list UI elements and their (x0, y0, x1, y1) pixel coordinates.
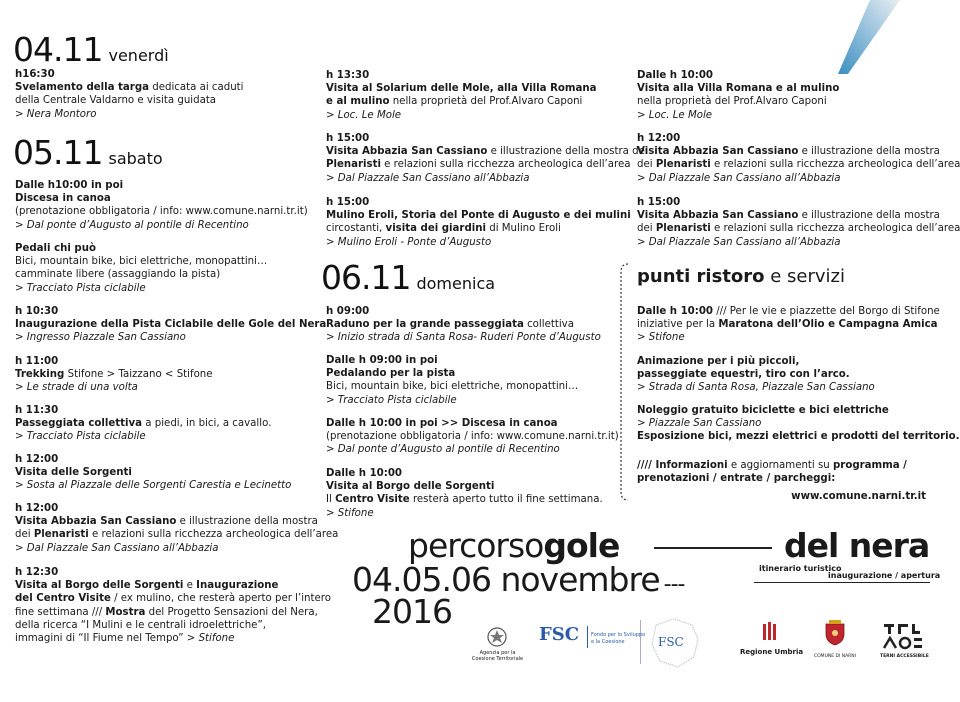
event-text: e illustrazione della mostra (176, 516, 318, 528)
event-title: Svelamento della targa (15, 82, 149, 94)
event-location: > Dal Piazzale San Cassiano all’Abbazia (637, 172, 841, 184)
event-location: > Dal Piazzale San Cassiano all’Abbazia (637, 236, 841, 248)
event-item (326, 305, 601, 345)
title-inaugurazione: inaugurazione / apertura (828, 571, 941, 580)
event-text-bold: Plenaristi (326, 159, 381, 171)
event-time: h 09:00 (326, 306, 370, 317)
event-location: > Loc. Le Mole (637, 109, 713, 121)
event-text: Il (326, 494, 336, 506)
event-title: Pedali chi può (15, 243, 96, 254)
event-title: Inaugurazione (196, 580, 279, 592)
event-location: > Loc. Le Mole (326, 109, 402, 121)
logo-fsc-text: FSC (539, 624, 580, 645)
event-text: (prenotazione obbligatoria / info: www.comune.narni.tr.it) (326, 431, 619, 443)
event-time: Dalle h 10:00 in poi >> Discesa in canoa (326, 418, 558, 429)
logo-umbria-text: Regione Umbria (740, 648, 804, 656)
event-item (15, 453, 291, 493)
event-location: > Dal ponte d’Augusto al pontile di Recentino (15, 219, 249, 231)
event-text: nella proprietà del Prof.Alvaro Caponi (389, 96, 583, 108)
day-header-2 (13, 133, 163, 172)
event-location: > Stifone (637, 332, 685, 344)
event-text: e illustrazione della mostra (798, 146, 940, 158)
event-title: Visita Abbazia San Cassiano (326, 146, 488, 158)
event-time: Dalle h10:00 in poi (15, 180, 124, 191)
logo-fsc-bar (587, 626, 588, 648)
event-location: > Dal Piazzale San Cassiano all’Abbazia (15, 542, 219, 554)
event-item (326, 196, 631, 249)
logo-regione-umbria (740, 620, 804, 664)
event-item (326, 467, 603, 520)
event-time: Dalle h 09:00 in poi (326, 355, 438, 366)
event-time: Dalle h 10:00 (326, 468, 402, 479)
event-location: > Nera Montoro (15, 108, 97, 120)
event-text: collettiva (523, 319, 574, 331)
day-name: sabato (108, 149, 163, 168)
event-title: Visita al Borgo delle Sorgenti (15, 580, 184, 592)
event-text: camminate libere (assaggiando la pista) (15, 269, 221, 281)
event-location: > Tracciato Pista ciclabile (326, 394, 457, 406)
event-text: Stifone > Taizzano < Stifone (64, 369, 213, 381)
logo-agenzia (470, 626, 525, 670)
event-item (637, 69, 839, 122)
event-location: > Ingresso Piazzale San Cassiano (15, 332, 186, 344)
event-time: h 15:00 (326, 197, 370, 208)
event-text: Bici, mountain bike, bici elettriche, monopattini… (15, 256, 268, 268)
event-text: (prenotazione obbligatoria / info: www.comune.narni.tr.it) (15, 206, 308, 218)
event-text: dei (637, 223, 656, 235)
event-item (15, 179, 308, 232)
event-item (326, 132, 648, 185)
event-time: h 12:30 (15, 567, 59, 578)
event-item (15, 242, 267, 295)
event-time: h16:30 (15, 69, 55, 80)
event-title: Visita alla Villa Romana e al mulino (637, 83, 840, 95)
title-percorso: percorso (408, 526, 544, 565)
bracket-divider (618, 262, 630, 502)
event-text: e relazioni sulla ricchezza archeologica dell’area (710, 159, 960, 171)
event-item (15, 355, 213, 395)
day-number: 06.11 (321, 258, 411, 297)
title-year: 2016 (372, 592, 452, 631)
event-item (637, 196, 960, 249)
emblem-icon (487, 626, 507, 648)
logo-fsc (535, 620, 646, 664)
title-gole: gole (543, 526, 620, 565)
heading-bold: punti ristoro (637, 266, 765, 287)
event-item (15, 502, 338, 555)
day-number: 04.11 (13, 30, 103, 69)
logo-terni-text: TERNI ACCESSIBILE (880, 654, 929, 659)
event-title: Trekking (15, 369, 65, 381)
event-text-bold: Maratona dell’Olio e Campagna Amica (718, 319, 938, 331)
title-dates: 04.05.06 novembre (352, 560, 660, 599)
event-text-bold: Informazioni (655, 460, 728, 471)
heading-text: e servizi (764, 266, 846, 287)
logo-agenzia-text: Agenzia per la Coesione Territoriale (471, 650, 524, 662)
event-text: e relazioni sulla ricchezza archeologica dell’area (710, 223, 960, 235)
service-item (637, 404, 959, 444)
logo-umbria-map (648, 617, 704, 669)
event-text-bold: Mostra (105, 606, 146, 618)
title-rule (654, 547, 772, 549)
event-title: Raduno per la grande passeggiata (326, 319, 524, 331)
event-item (15, 566, 331, 645)
decorative-stripe (830, 0, 900, 80)
event-text: della Centrale Valdarno e visita guidata (15, 95, 217, 107)
event-location: > Tracciato Pista ciclabile (15, 431, 146, 443)
info-block (637, 459, 926, 504)
event-location: > Tracciato Pista ciclabile (15, 282, 146, 294)
event-text-bold: programma / (833, 460, 907, 471)
logo-fsc-sub: e la Coesione (591, 639, 625, 645)
event-text: circostanti, (326, 223, 386, 235)
event-text: di Mulino Eroli (485, 223, 561, 235)
event-item (15, 404, 271, 444)
event-text: / ex mulino, che resterà aperto per l’intero (110, 593, 331, 605)
event-time: h 10:30 (15, 306, 59, 317)
event-location: > Strada di Santa Rosa, Piazzale San Cassiano (637, 382, 875, 394)
day-header-1 (13, 30, 169, 69)
event-title: Visita Abbazia San Cassiano (637, 146, 799, 158)
event-location: > Dal Piazzale San Cassiano all’Abbazia (326, 172, 530, 184)
event-time: h 12:00 (15, 454, 59, 465)
event-time: h 12:00 (637, 133, 681, 144)
title-dashes: --- (663, 572, 685, 597)
event-location: > Dal ponte d’Augusto al pontile di Recentino (326, 444, 560, 456)
event-text: nella proprietà del Prof.Alvaro Caponi (637, 96, 827, 108)
day-name: domenica (416, 274, 496, 293)
event-location: > Le strade di una volta (15, 382, 138, 394)
event-item (326, 417, 619, 457)
event-title: Mulino Eroli, Storia del Ponte di Augusto e dei mulini (326, 210, 631, 222)
terni-logo-icon (880, 622, 924, 652)
logo-fsc2-text: FSC (658, 635, 684, 649)
section-heading (637, 266, 845, 287)
event-text: dei (637, 159, 656, 171)
event-title: Visita delle Sorgenti (15, 467, 132, 479)
event-title: Esposizione bici, mezzi elettrici e prodotti del territorio. (637, 431, 960, 443)
event-text: del Progetto Sensazioni del Nera, (145, 606, 318, 618)
event-text: e relazioni sulla ricchezza archeologica dell’area (380, 159, 631, 171)
event-time: Dalle h 10:00 (637, 306, 713, 317)
event-location: > Sosta al Piazzale delle Sorgenti Carestia e Lecinetto (15, 480, 292, 492)
logo-terni-accessibile (880, 622, 929, 664)
event-text: e illustrazione della mostra dei (487, 146, 648, 158)
event-title: Animazione per i più piccoli, (637, 356, 800, 367)
event-title: Visita al Borgo delle Sorgenti (326, 481, 495, 493)
event-time: Dalle h 10:00 (637, 70, 713, 81)
event-text: e illustrazione della mostra (798, 210, 940, 222)
event-title: Discesa in canoa (15, 193, 111, 205)
event-title: e al mulino (326, 96, 390, 108)
event-title: Pedalando per la pista (326, 368, 456, 380)
event-text: immagini di “Il Fiume nel Tempo” (15, 633, 187, 645)
website-link[interactable]: www.comune.narni.tr.it (791, 491, 926, 503)
event-text-bold: visita dei giardini (385, 223, 486, 235)
logo-fsc-sub: Fondo per lo Sviluppo (591, 632, 646, 638)
event-title: Inaugurazione della Pista Ciclabile delle Gole del Nera (15, 319, 327, 331)
event-time: h 13:30 (326, 70, 370, 81)
event-text: a piedi, in bici, a cavallo. (142, 418, 272, 430)
event-title: Passeggiata collettiva (15, 418, 143, 430)
event-location: > Inizio strada di Santa Rosa- Ruderi Ponte d’Augusto (326, 332, 601, 344)
event-title: Visita Abbazia San Cassiano (637, 210, 799, 222)
event-text: e (183, 580, 197, 592)
event-title: passeggiate equestri, tiro con l’arco. (637, 369, 850, 381)
event-text: e relazioni sulla ricchezza archeologica dell’area (88, 529, 339, 541)
title-del-nera: del nera (784, 526, 930, 565)
title-itinerario: itinerario turistico (759, 564, 842, 573)
event-text: Bici, mountain bike, bici elettriche, monopattini… (326, 381, 579, 393)
event-text: e aggiornamenti su (727, 460, 834, 471)
event-location: > Stifone (186, 633, 235, 645)
logo-narni-text: COMUNE DI NARNI (814, 654, 856, 659)
event-text-bold: del Centro Visite (15, 593, 111, 605)
event-text-bold: Plenaristi (655, 223, 711, 235)
event-text-bold: Plenaristi (655, 159, 711, 171)
event-time: h 11:30 (15, 405, 59, 416)
event-title-block (352, 520, 952, 630)
service-item (637, 305, 940, 345)
day-header-3 (321, 258, 495, 297)
event-title: Visita Abbazia San Cassiano (15, 516, 177, 528)
umbria-emblem-icon (762, 622, 778, 642)
event-location: > Mulino Eroli - Ponte d’Augusto (326, 236, 492, 248)
event-title: Noleggio gratuito biciclette e bici elettriche (637, 405, 889, 416)
event-time: h 15:00 (637, 197, 681, 208)
event-time: h 11:00 (15, 356, 59, 367)
event-text: fine settimana /// (15, 606, 106, 618)
event-time: h 12:00 (15, 503, 59, 514)
service-item (637, 355, 875, 395)
event-time: h 15:00 (326, 133, 370, 144)
narni-crest-icon (824, 620, 846, 646)
event-text: dei (15, 529, 34, 541)
event-text: resterà aperto tutto il fine settimana. (409, 494, 603, 506)
title-rule-2 (754, 582, 930, 583)
event-location: > Stifone (326, 507, 374, 519)
event-item (326, 354, 578, 407)
logo-comune-narni (812, 620, 858, 664)
event-text: iniziative per la (637, 319, 719, 331)
event-text-bold: prenotazioni / entrate / parcheggi: (637, 473, 836, 485)
event-item (637, 132, 960, 185)
event-location: > Piazzale San Cassiano (637, 418, 762, 430)
event-item (15, 68, 244, 121)
event-title: Visita al Solarium delle Mole, alla Villa Romana (326, 83, 597, 95)
day-name: venerdì (108, 46, 169, 65)
event-item (15, 305, 326, 345)
event-text: della ricerca “I Mulini e le centrali idroelettriche”, (15, 619, 266, 631)
event-text: /// Per le vie e piazzette del Borgo di Stifone (713, 306, 940, 317)
event-text-bold: Centro Visite (335, 494, 410, 506)
event-text-bold: //// (637, 460, 656, 471)
event-item (326, 69, 597, 122)
day-number: 05.11 (13, 133, 103, 172)
event-text-bold: Plenaristi (33, 529, 89, 541)
event-text: dedicata ai caduti (149, 82, 244, 94)
